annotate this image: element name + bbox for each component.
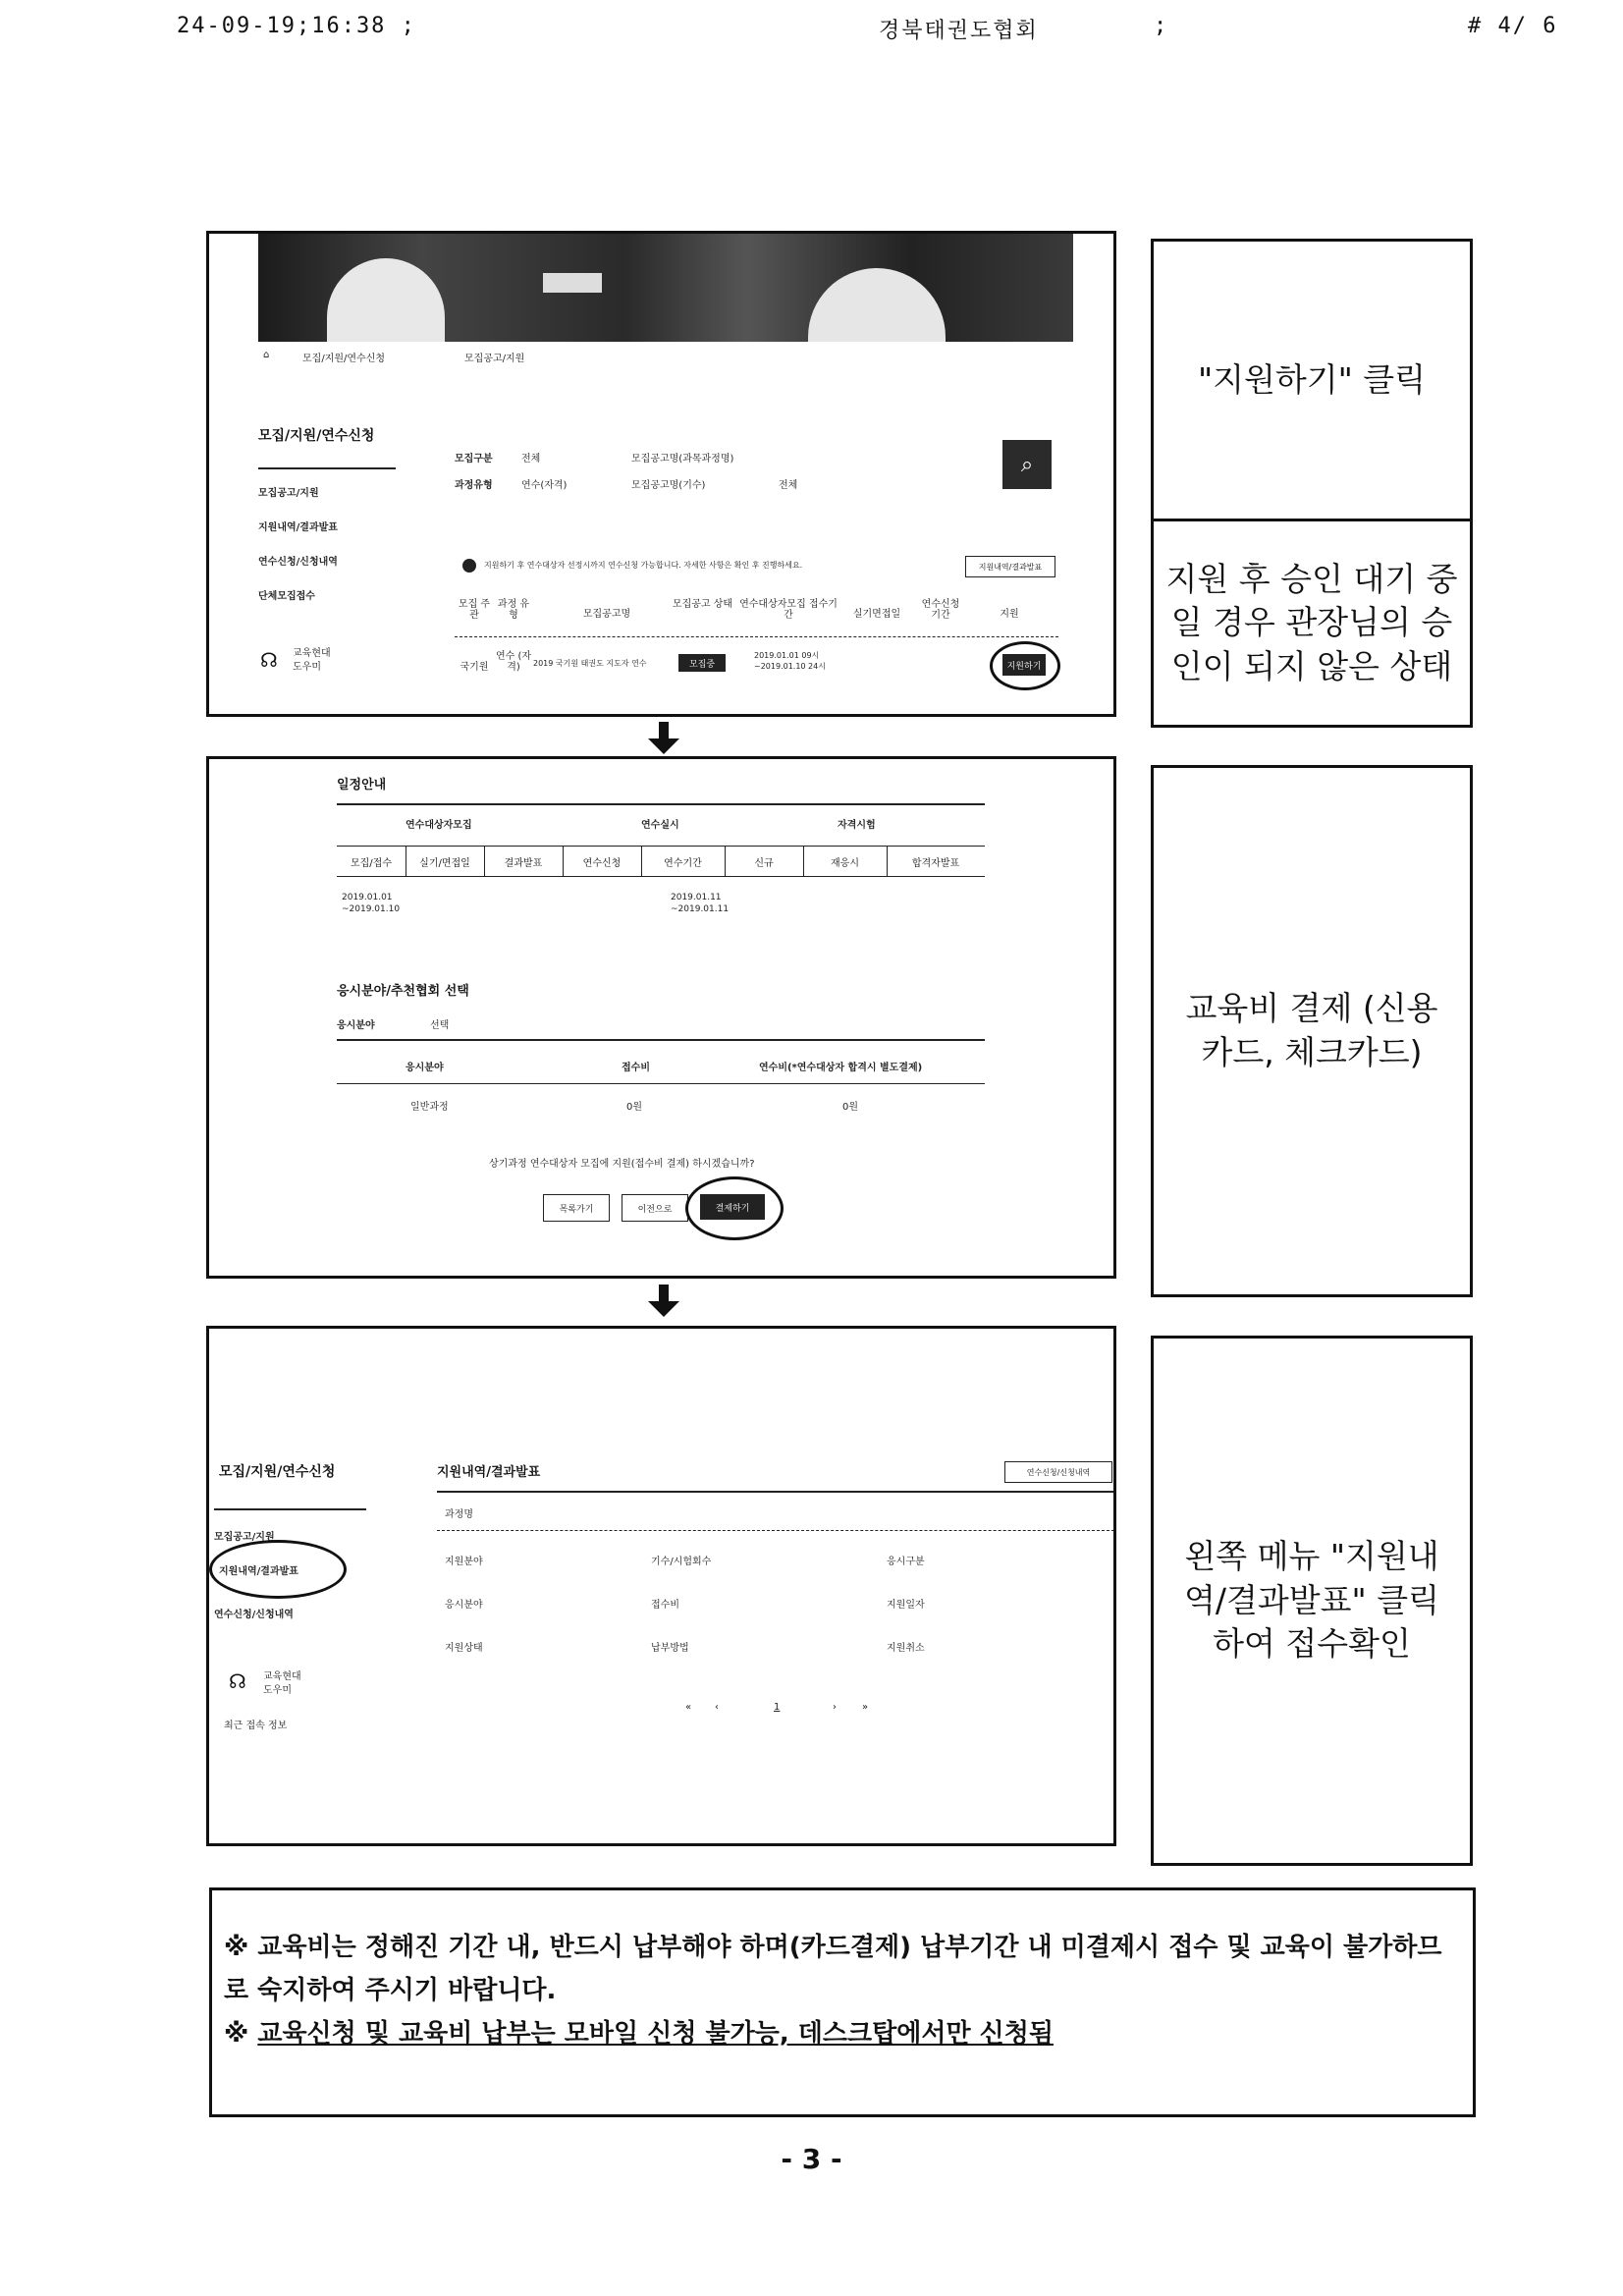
menu-item-2[interactable]: 지원내역/결과발표 bbox=[219, 1566, 298, 1577]
fee-value-1: 일반과정 bbox=[410, 1102, 449, 1113]
schedule-col-6: 신규 bbox=[725, 847, 804, 876]
col-header-4: 모집공고 상태 bbox=[672, 599, 733, 610]
schedule-col-5: 연수기간 bbox=[641, 847, 726, 876]
down-arrow-icon bbox=[659, 1285, 669, 1302]
col-header-1: 모집 주관 bbox=[458, 599, 491, 621]
helpdesk-line1: 교육현대 bbox=[293, 648, 331, 659]
row-cell-2: 연수 (자격) bbox=[495, 651, 532, 673]
notice-line-2: ※ 교육신청 및 교육비 납부는 모바일 신청 불가능, 데스크탑에서만 신청됨 bbox=[224, 2019, 1054, 2049]
pager-current[interactable]: 1 bbox=[774, 1702, 781, 1713]
confirm-text: 상기과정 연수대상자 모집에 지원(접수비 결제) 하시겠습니까? bbox=[489, 1159, 755, 1170]
col-header-2: 과정 유형 bbox=[497, 599, 530, 621]
filter-label-2: 과정유형 bbox=[455, 480, 493, 491]
note-step3 bbox=[1151, 1336, 1473, 1866]
fee-row-value[interactable]: 선택 bbox=[430, 1020, 450, 1031]
schedule-title: 일정안내 bbox=[337, 778, 387, 793]
notice-line-1: ※ 교육비는 정해진 기간 내, 반드시 납부해야 하며(카드결제) 납부기간 내 미결제시 접수 및 교육이 불가하므로 숙지하여 주시기 바랍니다. bbox=[224, 1933, 1442, 2005]
filter-label-1: 모집구분 bbox=[455, 454, 493, 465]
history-button[interactable]: 지원내역/결과발표 bbox=[965, 556, 1055, 577]
fax-timestamp: 24-09-19;16:38 ; bbox=[177, 14, 416, 38]
note-step1-detail: 지원 후 승인 대기 중일 경우 관장님의 승인이 되지 않은 상태 bbox=[1165, 559, 1458, 685]
filter-value-1[interactable]: 전체 bbox=[521, 454, 541, 465]
fax-page: # 4/ 6 bbox=[1468, 14, 1558, 38]
breadcrumb-1[interactable]: 모집/지원/연수신청 bbox=[302, 354, 386, 364]
section-title: 모집/지원/연수신청 bbox=[219, 1464, 336, 1480]
banner-image bbox=[258, 234, 1073, 342]
col-header-3: 모집공고명 bbox=[582, 609, 631, 620]
fee-col-2: 접수비 bbox=[622, 1063, 650, 1073]
menu-item-1[interactable]: 모집공고/지원 bbox=[258, 488, 319, 499]
filter-value-3[interactable]: 모집공고명(과목과정명) bbox=[631, 454, 734, 465]
pager-next[interactable]: › bbox=[833, 1702, 837, 1713]
step1-notice: 지원하기 후 연수대상자 선정시까지 연수신청 가능합니다. 자세한 사항은 확인 후 진행하세요. bbox=[484, 561, 803, 570]
schedule-col-3: 결과발표 bbox=[484, 847, 564, 876]
schedule-col-4: 연수신청 bbox=[563, 847, 642, 876]
fee-value-3: 0원 bbox=[842, 1102, 859, 1113]
col-header-5: 연수대상자모집 접수기간 bbox=[739, 599, 838, 621]
filter-value-4[interactable]: 모집공고명(기수) bbox=[631, 480, 706, 491]
notice-box bbox=[209, 1887, 1476, 2117]
pay-button[interactable]: 결제하기 bbox=[700, 1194, 765, 1220]
note-step3-text: 왼쪽 메뉴 "지원내역/결과발표" 클릭하여 접수확인 bbox=[1184, 1537, 1439, 1664]
field-7: 지원상태 bbox=[445, 1643, 483, 1654]
status-badge: 모집중 bbox=[678, 654, 726, 672]
footer-text: 최근 접속 정보 bbox=[224, 1721, 288, 1731]
schedule-col-7: 재응시 bbox=[803, 847, 888, 876]
headset-icon: ☊ bbox=[229, 1669, 246, 1693]
col-header-7: 연수신청 기간 bbox=[921, 599, 960, 621]
note-step1-text: "지원하기" 클릭 bbox=[1197, 359, 1427, 399]
schedule-header-row bbox=[337, 846, 985, 877]
schedule-group-2: 연수실시 bbox=[641, 820, 679, 831]
list-button[interactable]: 목록가기 bbox=[543, 1194, 610, 1222]
apply-button[interactable]: 지원하기 bbox=[1002, 654, 1046, 676]
row-cell-5: 2019.01.01 09시 ~2019.01.10 24시 bbox=[754, 651, 826, 671]
field-3: 응시구분 bbox=[887, 1557, 925, 1567]
helpdesk-line1: 교육현대 bbox=[263, 1671, 301, 1682]
fee-col-3: 연수비(*연수대상자 합격시 별도결제) bbox=[759, 1063, 923, 1073]
schedule-date-2: 2019.01.11 ~2019.01.11 bbox=[671, 893, 730, 914]
schedule-group-1: 연수대상자모집 bbox=[406, 820, 472, 831]
filter-value-5[interactable]: 전체 bbox=[779, 480, 798, 491]
fee-value-2: 0원 bbox=[626, 1102, 643, 1113]
col-header-6: 실기면접일 bbox=[852, 609, 901, 620]
field-1: 지원분야 bbox=[445, 1557, 483, 1567]
prev-button[interactable]: 이전으로 bbox=[622, 1194, 688, 1222]
fax-sender: 경북태권도협회 bbox=[879, 19, 1039, 43]
note-step2 bbox=[1151, 765, 1473, 1297]
section-title: 모집/지원/연수신청 bbox=[258, 428, 375, 444]
pager-first[interactable]: « bbox=[685, 1702, 692, 1713]
highlight-circle bbox=[685, 1176, 784, 1240]
field-4: 응시분야 bbox=[445, 1600, 483, 1611]
schedule-col-8: 합격자발표 bbox=[911, 857, 960, 869]
apply-history-button[interactable]: 연수신청/신청내역 bbox=[1004, 1461, 1112, 1483]
menu-item-4[interactable]: 단체모집접수 bbox=[258, 591, 315, 602]
fee-col-1: 응시분야 bbox=[406, 1063, 444, 1073]
pager-prev[interactable]: ‹ bbox=[715, 1702, 719, 1713]
step3-screenshot bbox=[206, 1326, 1116, 1846]
down-arrow-icon bbox=[659, 722, 669, 739]
field-2: 기수/시험회수 bbox=[651, 1557, 712, 1567]
pager-last[interactable]: » bbox=[862, 1702, 869, 1713]
filter-value-2[interactable]: 연수(자격) bbox=[521, 480, 568, 491]
schedule-date-1: 2019.01.01 ~2019.01.10 bbox=[342, 893, 401, 914]
helpdesk-line2: 도우미 bbox=[263, 1685, 292, 1696]
schedule-col-1: 모집/접수 bbox=[337, 847, 406, 876]
menu-item-1[interactable]: 모집공고/지원 bbox=[214, 1532, 275, 1543]
field-9: 지원취소 bbox=[887, 1643, 925, 1654]
note-step1 bbox=[1151, 239, 1473, 728]
headset-icon: ☊ bbox=[260, 648, 278, 672]
home-icon[interactable]: ⌂ bbox=[263, 350, 270, 360]
row-cell-1: 국기원 bbox=[460, 662, 489, 673]
menu-item-2[interactable]: 지원내역/결과발표 bbox=[258, 522, 338, 533]
note-step2-text: 교육비 결제 (신용카드, 체크카드) bbox=[1185, 989, 1438, 1071]
field-5: 접수비 bbox=[651, 1600, 679, 1611]
field-8: 납부방법 bbox=[651, 1643, 689, 1654]
field-6: 지원일자 bbox=[887, 1600, 925, 1611]
menu-item-3[interactable]: 연수신청/신청내역 bbox=[214, 1610, 294, 1620]
highlight-circle bbox=[990, 641, 1060, 690]
schedule-group-3: 자격시험 bbox=[838, 820, 876, 831]
row-cell-3: 2019 국기원 태권도 지도자 연수 bbox=[533, 659, 647, 668]
breadcrumb-2[interactable]: 모집공고/지원 bbox=[464, 354, 525, 364]
col-header-8: 지원 bbox=[1000, 609, 1019, 620]
step2-screenshot bbox=[206, 756, 1116, 1279]
step1-screenshot bbox=[206, 231, 1116, 717]
page-number: - 3 - bbox=[781, 2143, 842, 2175]
highlight-circle bbox=[209, 1540, 347, 1599]
info-icon bbox=[462, 559, 476, 573]
helpdesk-line2: 도우미 bbox=[293, 662, 321, 673]
fax-separator: ; bbox=[1154, 14, 1169, 38]
schedule-col-2: 실기/면접일 bbox=[406, 847, 485, 876]
fee-row-label: 응시분야 bbox=[337, 1020, 375, 1031]
fee-title: 응시분야/추천협회 선택 bbox=[337, 984, 469, 999]
page-title: 지원내역/결과발표 bbox=[437, 1465, 541, 1480]
menu-item-3[interactable]: 연수신청/신청내역 bbox=[258, 557, 338, 568]
search-icon[interactable]: ⌕ bbox=[1002, 440, 1052, 489]
course-label: 과정명 bbox=[445, 1509, 473, 1520]
